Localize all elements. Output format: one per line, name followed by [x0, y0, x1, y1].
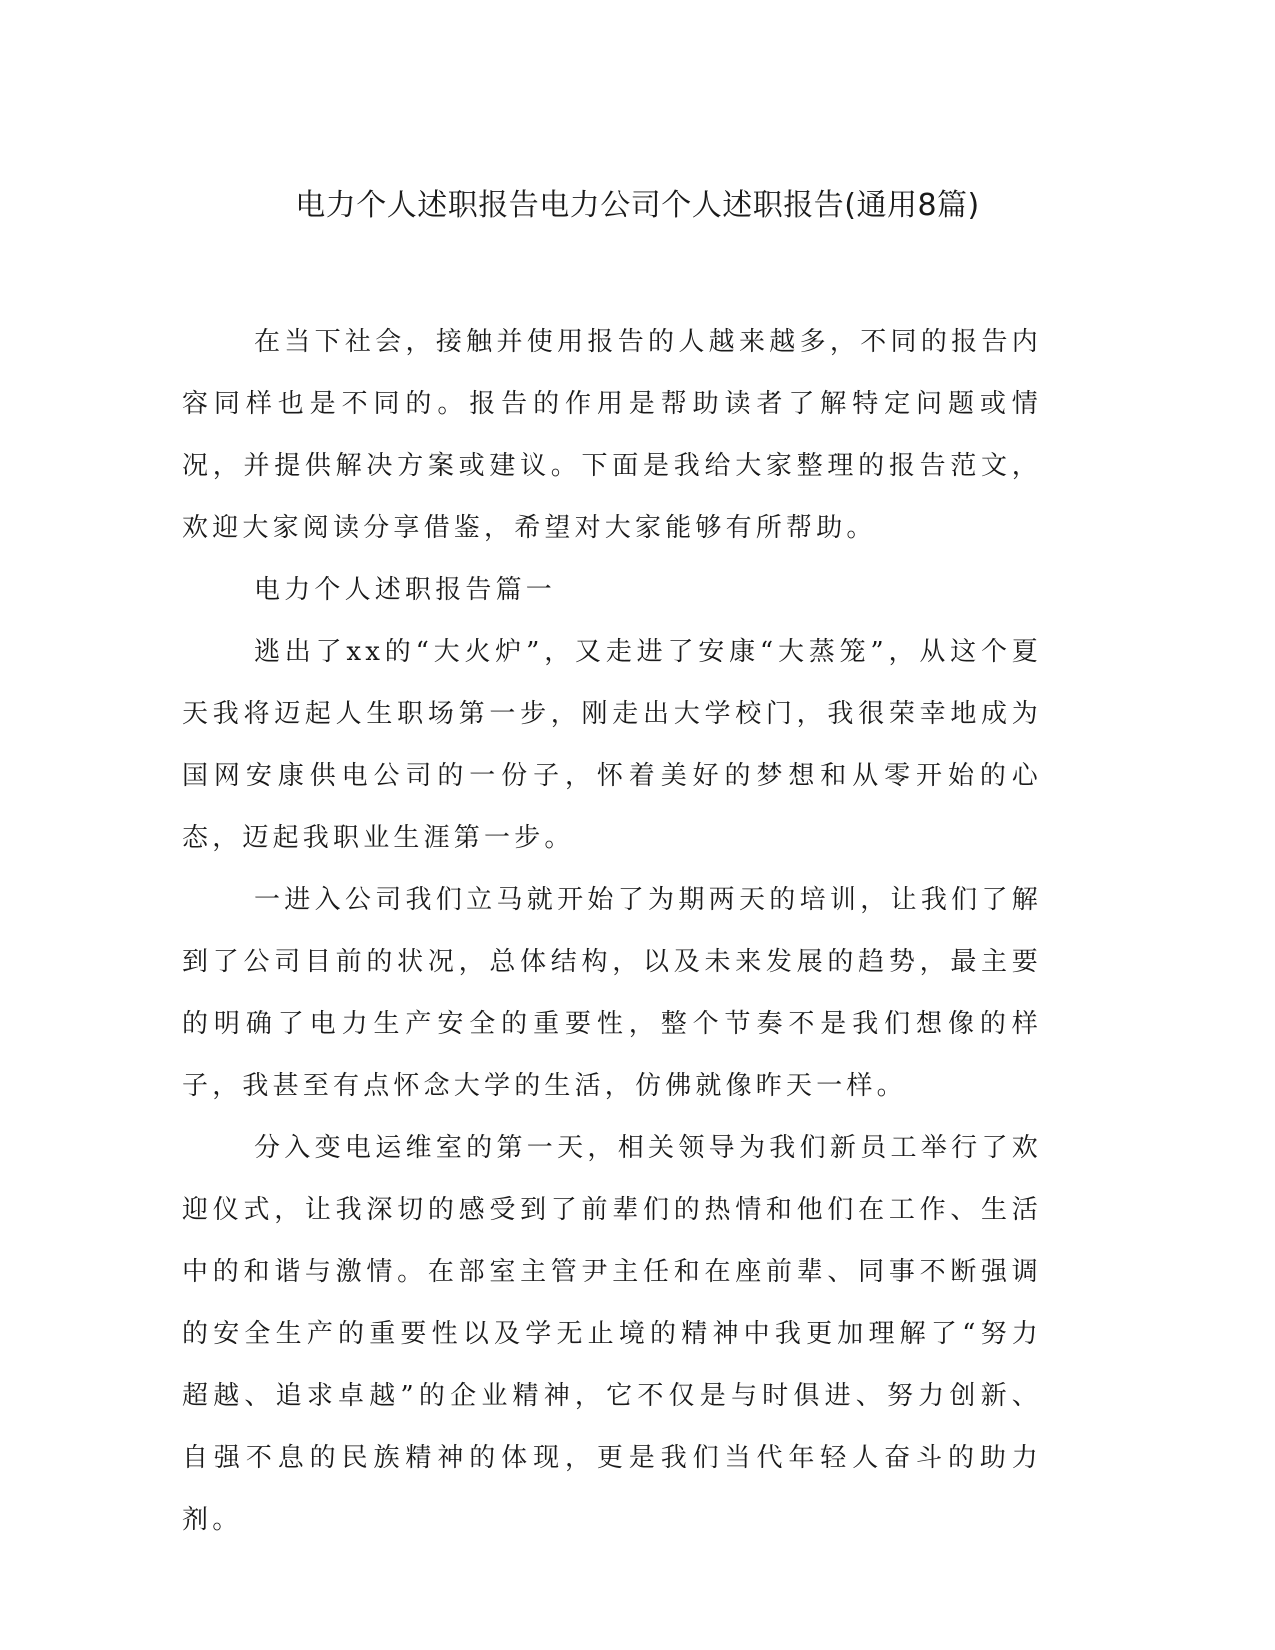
body-paragraph: 一进入公司我们立马就开始了为期两天的培训，让我们了解到了公司目前的状况，总体结构，以及未来发展的趋势，最主要的明确了电力生产安全的重要性，整个节奏不是我们想像的样子，我甚至有点怀念大学的生活，仿佛就像昨天一样。	[182, 885, 1042, 1101]
body-paragraph: 分入变电运维室的第一天，相关领导为我们新员工举行了欢迎仪式，让我深切的感受到了前辈们的热情和他们在工作、生活中的和谐与激情。在部室主管尹主任和在座前辈、同事不断强调的安全生产的重要性以及学无止境的精神中我更加理解了“努力超越、追求卓越”的企业精神，它不仅是与时俱进、努力创新、自强不息的民族精神的体现，更是我们当代年轻人奋斗的助力剂。	[182, 1133, 1042, 1535]
section-heading: 电力个人述职报告篇一	[254, 575, 557, 605]
body-paragraph: 逃出了xx的“大火炉”，又走进了安康“大蒸笼”，从这个夏天我将迈起人生职场第一步，刚走出大学校门，我很荣幸地成为国网安康供电公司的一份子，怀着美好的梦想和从零开始的心态，迈起我职业生涯第一步。	[182, 637, 1042, 853]
intro-paragraph: 在当下社会，接触并使用报告的人越来越多，不同的报告内容同样也是不同的。报告的作用是帮助读者了解特定问题或情况，并提供解决方案或建议。下面是我给大家整理的报告范文，欢迎大家阅读分享借鉴，希望对大家能够有所帮助。	[182, 327, 1042, 543]
document-title: 电力个人述职报告电力公司个人述职报告(通用8篇)	[295, 188, 980, 223]
document-body	[182, 311, 1042, 1551]
